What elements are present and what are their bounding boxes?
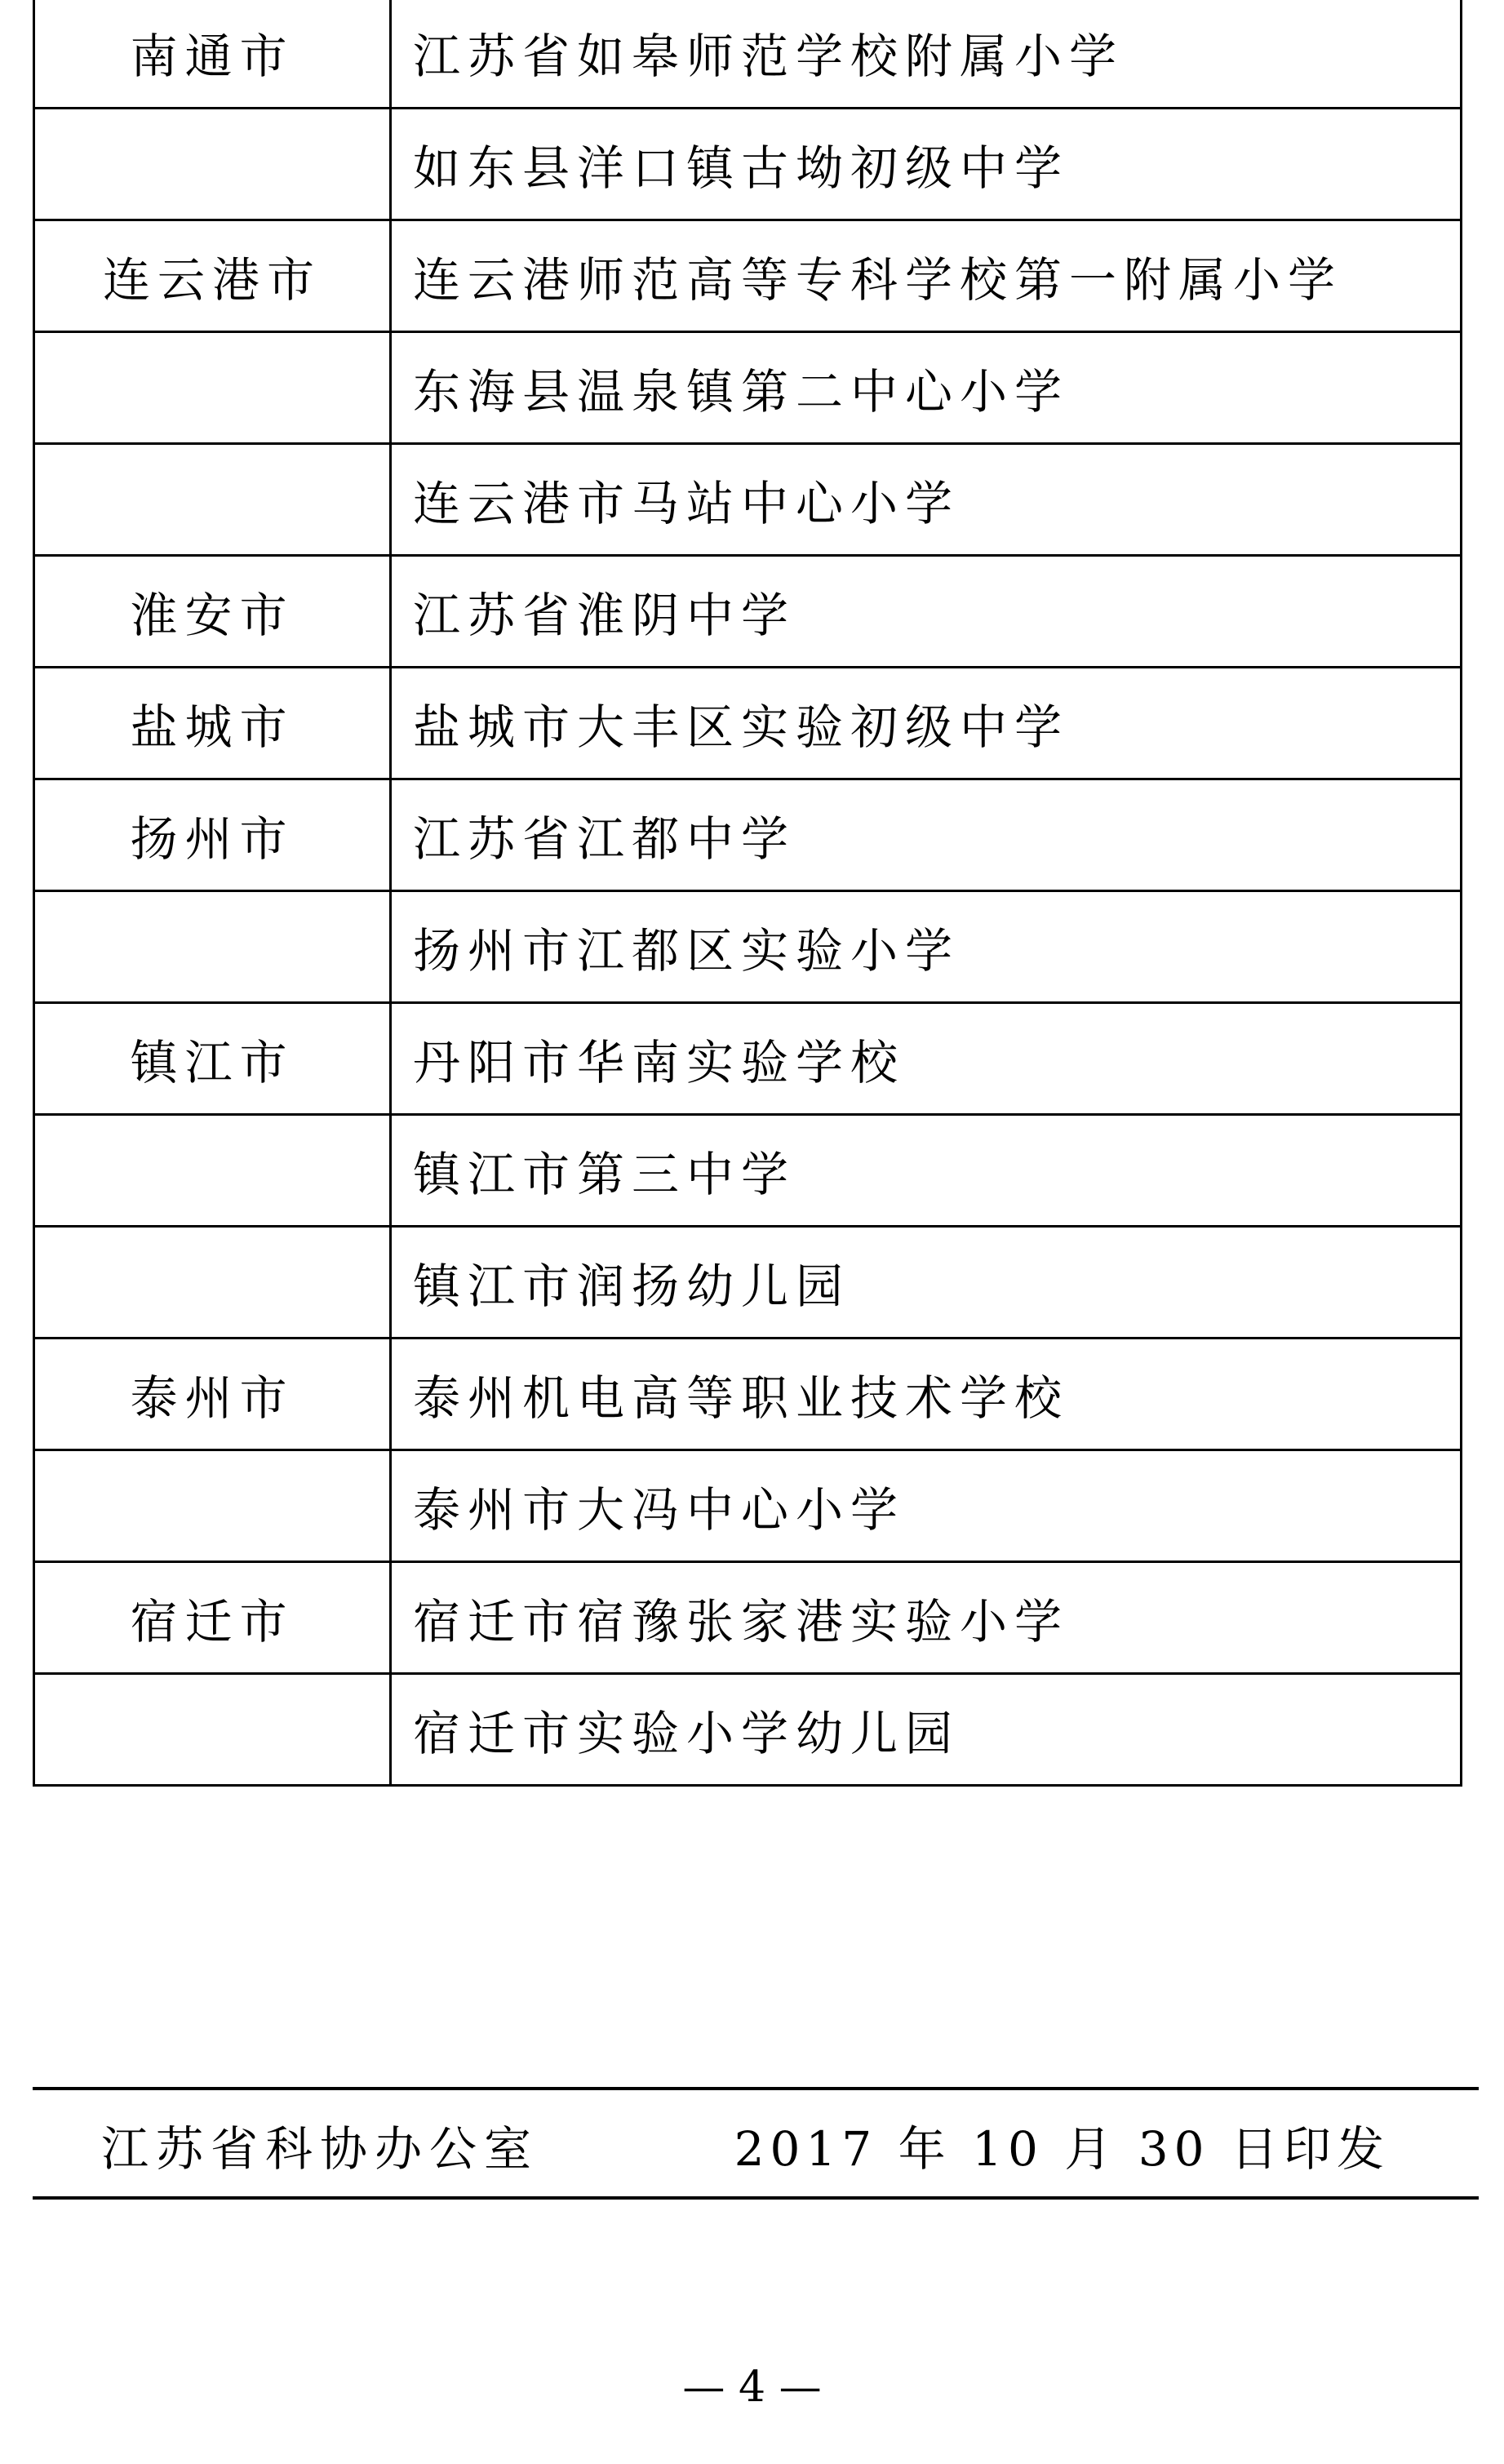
table-row [34, 1450, 1462, 1562]
city-cell [34, 444, 391, 556]
table-row [34, 779, 1462, 891]
table-row [34, 668, 1462, 779]
city-cell: 淮安市 [34, 556, 391, 668]
city-cell: 盐城市 [34, 668, 391, 779]
school-cell: 宿迁市宿豫张家港实验小学 [391, 1562, 1462, 1674]
city-cell: 泰州市 [34, 1339, 391, 1450]
school-cell: 江苏省如皋师范学校附属小学 [391, 0, 1462, 109]
school-cell: 连云港师范高等专科学校第一附属小学 [391, 220, 1462, 332]
table-row [34, 1115, 1462, 1227]
city-cell: 宿迁市 [34, 1562, 391, 1674]
school-cell: 扬州市江都区实验小学 [391, 891, 1462, 1003]
table-row [34, 1562, 1462, 1674]
table-row [34, 1227, 1462, 1339]
table-row [34, 109, 1462, 220]
page-number: — 4 — [682, 2363, 822, 2412]
school-cell: 镇江市润扬幼儿园 [391, 1227, 1462, 1339]
school-cell: 连云港市马站中心小学 [391, 444, 1462, 556]
school-list-body [34, 0, 1462, 1786]
footer-bottom-rule [33, 2196, 1479, 2200]
table-row [34, 891, 1462, 1003]
school-cell: 丹阳市华南实验学校 [391, 1003, 1462, 1115]
table-row [34, 0, 1462, 109]
footer-top-rule [33, 2087, 1479, 2090]
city-cell: 连云港市 [34, 220, 391, 332]
school-list-table [33, 0, 1462, 1787]
city-cell: 南通市 [34, 0, 391, 109]
city-cell: 扬州市 [34, 779, 391, 891]
school-cell: 宿迁市实验小学幼儿园 [391, 1674, 1462, 1786]
table-row [34, 444, 1462, 556]
school-cell: 如东县洋口镇古坳初级中学 [391, 109, 1462, 220]
city-cell: 镇江市 [34, 1003, 391, 1115]
city-cell [34, 1674, 391, 1786]
table-row [34, 1339, 1462, 1450]
city-cell [34, 109, 391, 220]
table-row [34, 1674, 1462, 1786]
city-cell [34, 1227, 391, 1339]
school-cell: 盐城市大丰区实验初级中学 [391, 668, 1462, 779]
school-cell: 泰州机电高等职业技术学校 [391, 1339, 1462, 1450]
table-row [34, 556, 1462, 668]
school-cell: 东海县温泉镇第二中心小学 [391, 332, 1462, 444]
city-cell [34, 1115, 391, 1227]
city-cell [34, 1450, 391, 1562]
table-row [34, 1003, 1462, 1115]
table-row [34, 332, 1462, 444]
school-cell: 江苏省淮阴中学 [391, 556, 1462, 668]
issuer-name: 江苏省科协办公室 [101, 2121, 539, 2177]
school-cell: 江苏省江都中学 [391, 779, 1462, 891]
table-row [34, 220, 1462, 332]
issue-date: 2017 年 10 月 30 日印发 [734, 2121, 1390, 2177]
city-cell [34, 891, 391, 1003]
city-cell [34, 332, 391, 444]
school-cell: 泰州市大冯中心小学 [391, 1450, 1462, 1562]
school-cell: 镇江市第三中学 [391, 1115, 1462, 1227]
